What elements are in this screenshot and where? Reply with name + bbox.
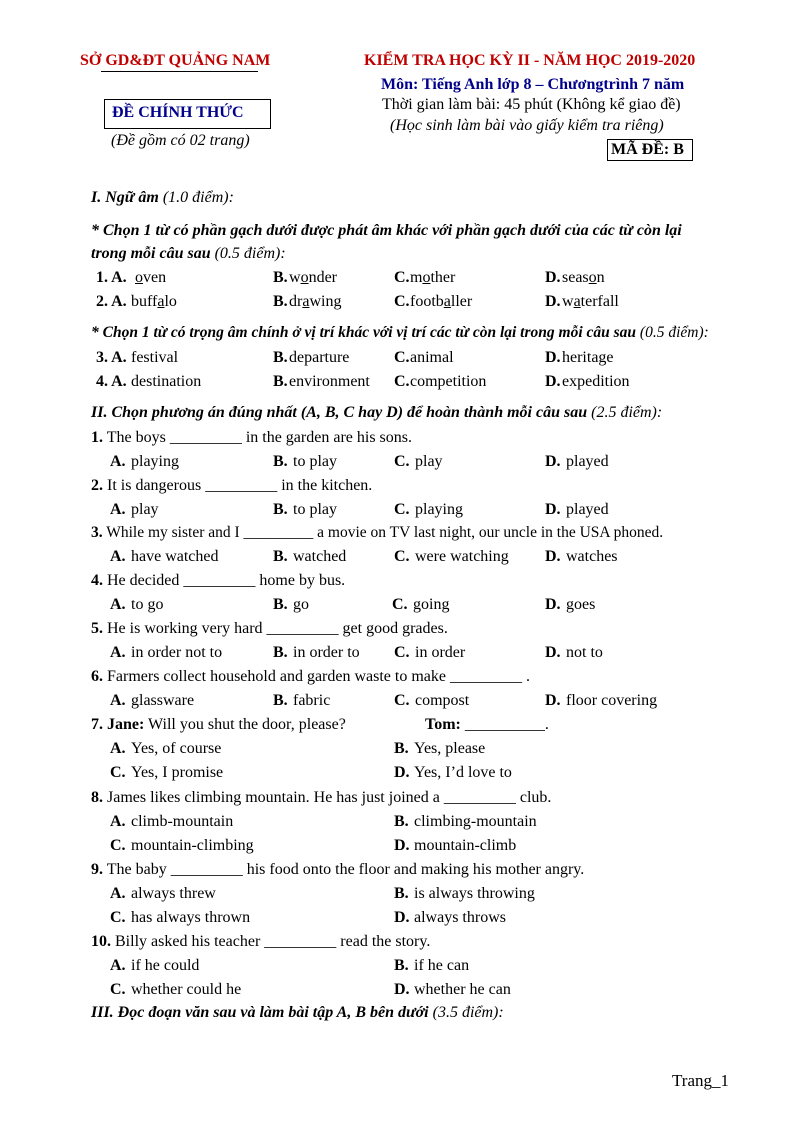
question-8-options-cd [0,837,794,859]
option-b: is always throwing [414,885,535,902]
question-stem [91,716,346,734]
option-b [289,293,341,311]
option-d: not to [566,644,603,661]
option-d-label: D. [545,596,561,613]
option-d: played [566,501,609,518]
question-text: He decided _________ home by bus. [103,572,346,589]
option-c-pre: m [410,269,423,286]
question-4 [0,572,794,594]
question-text: It is dangerous _________ in the kitchen. [103,477,373,494]
question-stem [91,668,530,686]
option-d-underlined: o [588,269,597,286]
stress-item-3 [0,349,794,371]
option-a-label: A. [110,501,126,518]
option-d: heritage [562,349,614,366]
option-d-label: D. [545,501,561,518]
option-b-label: B. [394,957,409,974]
option-b: if he can [414,957,470,974]
question-text: He is working very hard _________ get good grades. [103,620,448,637]
option-d-underlined: a [573,293,581,310]
option-b: watched [293,548,347,565]
option-c-underlined: o [422,269,431,286]
option-b-label: B. [273,453,288,470]
option-b: climbing-mountain [414,813,537,830]
option-a: playing [131,453,179,470]
option-c-label: C. [110,764,126,781]
stress-item-4 [0,373,794,395]
section1a-points: (0.5 điểm): [214,245,286,262]
option-d: goes [566,596,596,613]
option-c: Yes, I promise [131,764,224,781]
option-b: to play [293,501,337,518]
section1a-instruction: * Chọn 1 từ có phần gạch dưới được phát âm khác với phần gạch dưới của các từ còn lại [91,222,682,239]
option-d-label: D. [394,909,410,926]
question-4-options [0,596,794,618]
department-name: SỞ GD&ĐT QUẢNG NAM [80,52,271,69]
option-c-label: C. [394,269,410,286]
option-b: go [293,596,309,613]
section1-heading: I. Ngữ âm [91,189,163,206]
option-a: play [131,501,159,518]
question-number: 6. [91,668,103,685]
pages-note: (Đề gồm có 02 trang) [111,132,250,149]
speaker-jane: Jane: [107,716,145,733]
option-b-pre: w [289,269,301,286]
option-d: watches [566,548,618,565]
section1b-instruction-text: * Chọn 1 từ có trọng âm chính ở vị trí khác với vị trí các từ còn lại trong mỗi câu sau [91,324,640,341]
section2-title [91,404,662,422]
time-line: Thời gian làm bài: 45 phút (Không kể giao đề) [382,96,681,113]
question-1 [0,429,794,451]
question-stem [91,477,372,495]
question-text: Will you shut the door, please? [144,716,346,733]
question-number: 1. [91,429,103,446]
option-a: have watched [131,548,219,565]
question-number: 4. [91,572,103,589]
question-10-options-cd [0,981,794,1003]
question-7-options-cd [0,764,794,786]
option-a-post: ven [143,269,167,286]
option-d: whether he can [414,981,511,998]
question-number: 7. [91,716,103,733]
option-b-label: B. [273,349,288,366]
question-text: The boys _________ in the garden are his sons. [103,429,412,446]
question-stem [91,429,412,447]
question-number: 2. [91,477,103,494]
option-c-post: ther [430,269,456,286]
question-10 [0,933,794,955]
option-d-pre: w [562,293,574,310]
option-b: in order to [293,644,360,661]
section1a-instruction-end: trong mỗi câu sau [91,245,215,262]
section3-heading: III. Đọc đoạn văn sau và làm bài tập A, B bên dưới [91,1004,433,1021]
question-5-options [0,644,794,666]
section1b-instruction [91,324,709,342]
question-7 [0,716,794,738]
option-a-label: A. [110,453,126,470]
question-text: Billy asked his teacher _________ read the story. [111,933,431,950]
option-a-underlined: o [135,269,143,286]
question-number: 10. [91,933,111,950]
answer-sheet-note: (Học sinh làm bài vào giấy kiểm tra riêng) [390,117,664,134]
option-a [135,269,166,287]
question-5 [0,620,794,642]
exam-title: KIỂM TRA HỌC KỲ II - NĂM HỌC 2019-2020 [364,52,696,69]
option-b-post: wing [309,293,342,310]
option-a: destination [131,373,202,390]
section1-points: (1.0 điểm): [162,189,234,206]
option-c-pre: footb [410,293,444,310]
option-c: whether could he [131,981,242,998]
option-c-label: C. [110,909,126,926]
option-d-post: terfall [580,293,619,310]
question-stem [91,572,345,590]
option-b-label: B. [273,644,288,661]
item-number: 1. A. [96,269,127,286]
option-c: in order [415,644,466,661]
option-a-label: A. [110,813,126,830]
exam-code: MÃ ĐỀ: B [611,141,684,158]
item-number: 2. A. [96,293,127,310]
option-d-label: D. [545,548,561,565]
option-d: mountain-climb [414,837,517,854]
option-a-post: lo [164,293,177,310]
speaker-tom: Tom: [425,716,461,733]
option-d-label: D. [545,692,561,709]
option-c-label: C. [394,644,410,661]
option-a-label: A. [110,740,126,757]
option-a: climb-mountain [131,813,234,830]
option-a-label: A. [110,644,126,661]
question-text: Farmers collect household and garden waste to make _________ . [103,668,530,685]
option-b-underlined: o [300,269,309,286]
option-d-label: D. [394,764,410,781]
question-text: While my sister and I _________ a movie on TV last night, our uncle in the USA phoned. [102,524,664,541]
section1-title [91,189,234,207]
question-2-options [0,501,794,523]
option-b-label: B. [273,501,288,518]
option-d [562,269,605,287]
question-1-options [0,453,794,475]
option-c [410,269,455,287]
question-9-options-ab [0,885,794,907]
option-d-label: D. [545,453,561,470]
option-d-label: D. [545,349,561,366]
option-d: always throws [414,909,506,926]
question-number: 8. [91,789,103,806]
question-10-options-ab [0,957,794,979]
question-8 [0,789,794,811]
option-a-label: A. [110,692,126,709]
section2-heading: II. Chọn phương án đúng nhất (A, B, C hay D) để hoàn thành mỗi câu sau [91,404,592,421]
option-b-label: B. [273,596,288,613]
option-d-label: D. [394,981,410,998]
section3-points: (3.5 điểm): [432,1004,504,1021]
section1b-points: (0.5 điểm): [639,324,709,341]
option-c: compost [415,692,470,709]
option-c-label: C. [394,453,410,470]
option-d: floor covering [566,692,658,709]
question-stem [91,861,584,879]
option-b-label: B. [273,692,288,709]
section2-points: (2.5 điểm): [591,404,663,421]
option-d: played [566,453,609,470]
option-b-label: B. [273,293,288,310]
option-a-underlined: a [157,293,165,310]
option-b-label: B. [273,269,288,286]
option-c: playing [415,501,463,518]
option-b [289,269,337,287]
response-blank: __________. [460,716,549,733]
question-stem [91,933,430,951]
option-d-label: D. [545,373,561,390]
option-d-label: D. [545,293,561,310]
option-a: to go [131,596,164,613]
question-text: James likes climbing mountain. He has just joined a _________ club. [103,789,552,806]
option-c-label: C. [394,373,410,390]
question-response [425,716,549,734]
question-3 [0,524,794,546]
option-d-post: n [596,269,605,286]
option-b-label: B. [394,885,409,902]
phonetics-item-1 [0,269,794,291]
item-number: 3. A. [96,349,127,366]
question-stem [91,524,663,542]
option-d: Yes, I’d love to [414,764,512,781]
official-label: ĐỀ CHÍNH THỨC [112,104,244,121]
option-c: mountain-climbing [131,837,254,854]
option-a: if he could [131,957,200,974]
option-b: departure [289,349,350,366]
option-c-label: C. [394,548,410,565]
option-b-label: B. [273,548,288,565]
question-text: The baby _________ his food onto the floor and making his mother angry. [103,861,585,878]
option-b: Yes, please [414,740,486,757]
option-d-label: D. [545,269,561,286]
question-3-options [0,548,794,570]
option-c: animal [410,349,454,366]
option-b-label: B. [394,813,409,830]
question-6 [0,668,794,690]
option-c-label: C. [394,293,410,310]
option-b: environment [289,373,370,390]
option-c: going [413,596,450,613]
option-c: were watching [415,548,509,565]
question-number: 9. [91,861,103,878]
question-2 [0,477,794,499]
section3-title [91,1004,504,1022]
option-c-post: ller [450,293,473,310]
option-c-label: C. [110,837,126,854]
option-c-label: C. [394,349,410,366]
question-7-options-ab [0,740,794,762]
option-c-label: C. [394,501,410,518]
option-a: festival [131,349,179,366]
option-a-label: A. [110,885,126,902]
question-stem [91,789,551,807]
option-d [562,293,619,311]
option-d-label: D. [545,644,561,661]
option-a: in order not to [131,644,223,661]
option-b-label: B. [394,740,409,757]
question-9 [0,861,794,883]
option-c-underlined: a [443,293,451,310]
item-number: 4. A. [96,373,127,390]
option-b: fabric [293,692,331,709]
department-underline [101,71,258,72]
subject-line: Môn: Tiếng Anh lớp 8 – Chươngtrình 7 năm [381,76,685,93]
option-a-label: A. [110,957,126,974]
option-a: Yes, of course [131,740,222,757]
option-b-pre: dr [289,293,303,310]
option-d: expedition [562,373,630,390]
option-a: always threw [131,885,216,902]
option-c: has always thrown [131,909,251,926]
option-b-underlined: a [302,293,310,310]
option-d-label: D. [394,837,410,854]
option-c: competition [410,373,487,390]
option-b: to play [293,453,337,470]
question-number: 3. [91,524,103,541]
question-stem [91,620,448,638]
option-b-post: nder [308,269,337,286]
option-a-label: A. [110,596,126,613]
option-d-pre: seas [562,269,589,286]
option-b-label: B. [273,373,288,390]
section1a-instruction-cont [91,245,286,263]
option-c [410,293,472,311]
option-c-label: C. [394,692,410,709]
question-8-options-ab [0,813,794,835]
option-a-pre: buff [131,293,158,310]
phonetics-item-2 [0,293,794,315]
question-number: 5. [91,620,103,637]
option-a-label: A. [110,548,126,565]
question-6-options [0,692,794,714]
page-number: Trang_1 [672,1071,729,1090]
option-c-label: C. [392,596,408,613]
option-c: play [415,453,443,470]
option-a: glassware [131,692,195,709]
option-a [131,293,177,311]
option-c-label: C. [110,981,126,998]
question-9-options-cd [0,909,794,931]
